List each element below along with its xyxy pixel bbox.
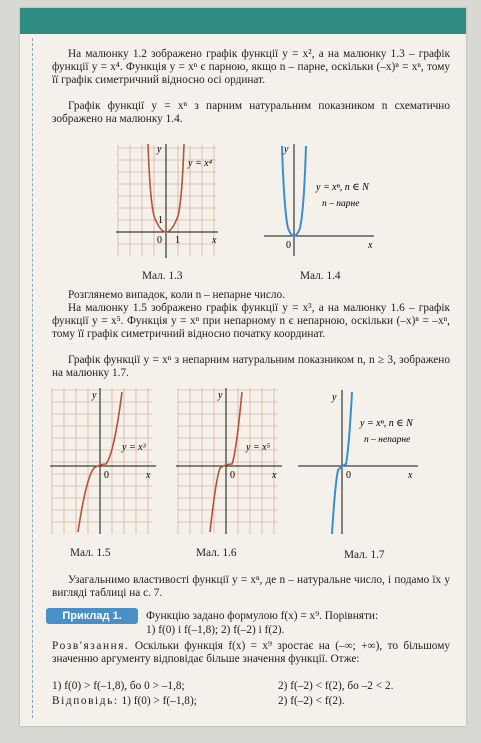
- tick-1-x: 1: [175, 235, 180, 246]
- curve-label: y = xⁿ, n ∈ N: [316, 182, 369, 193]
- curve-note: n – непарне: [364, 435, 411, 445]
- curve-label: y = x³: [122, 442, 146, 453]
- y-axis-label: y: [332, 392, 337, 403]
- example-answer: [52, 695, 292, 708]
- answer-part-2: 2) f(–2) < f(2).: [278, 695, 345, 707]
- example-task: Функцію задано формулою f(x) = x⁹. Порівняти:: [146, 610, 379, 622]
- y-axis-label: y: [218, 390, 223, 401]
- caption-1-7: Мал. 1.7: [344, 549, 385, 561]
- figure-1-7: [298, 386, 448, 536]
- textbook-page: [20, 8, 466, 726]
- y-axis-label: y: [92, 390, 97, 401]
- margin-rule: [32, 38, 33, 718]
- example-items: 1) f(0) і f(–1,8); 2) f(–2) і f(2).: [146, 624, 285, 636]
- paragraph-even-graph: Графік функції y = xⁿ з парним натуральним показником n схематично зображено на малюнку 1.4.: [52, 100, 450, 126]
- example-solution: [52, 640, 450, 666]
- x-axis-label: x: [272, 470, 277, 481]
- curve-note: n – парне: [322, 199, 360, 209]
- figure-1-6: [174, 386, 286, 536]
- caption-1-4: Мал. 1.4: [300, 270, 341, 282]
- caption-1-5: Мал. 1.5: [70, 547, 111, 559]
- tick-1-y: 1: [158, 215, 163, 226]
- answer-label: Відповідь:: [52, 695, 119, 707]
- example-badge: Приклад 1.: [46, 608, 138, 624]
- grid: [52, 388, 152, 534]
- solution-label: Розв'язання.: [52, 640, 130, 652]
- x-axis-label: x: [212, 235, 217, 246]
- origin-label: 0: [157, 235, 162, 246]
- y-axis-label: y: [157, 144, 162, 155]
- curve-label: y = x⁵: [246, 442, 271, 453]
- figure-1-5: [48, 386, 160, 536]
- grid: [178, 388, 278, 534]
- example-line-1: 1) f(0) > f(–1,8), бо 0 > –1,8;: [52, 680, 185, 692]
- x-axis-label: x: [408, 470, 413, 481]
- paragraph-summary: Узагальнимо властивості функції y = xⁿ, де n – натуральне число, і подамо їх у вигляді таблиці на с. 7.: [52, 574, 450, 600]
- origin-label: 0: [104, 470, 109, 481]
- figure-1-4: [264, 140, 404, 260]
- x-axis-label: x: [146, 470, 151, 481]
- caption-1-6: Мал. 1.6: [196, 547, 237, 559]
- paragraph-odd-case: Розглянемо випадок, коли n – непарне число.: [68, 289, 286, 301]
- example-line-2: 2) f(–2) < f(2), бо –2 < 2.: [278, 680, 394, 692]
- origin-label: 0: [346, 470, 351, 481]
- solution-text: Оскільки функція f(x) = x⁹ зростає на (–∞; +∞), то більшому значенню аргументу відповідає більше значення функції. Отже:: [52, 640, 450, 666]
- paragraph-odd-graphs: На малюнку 1.5 зображено графік функції y = x³, а на малюнку 1.6 – графік функції y = x⁵. Функція y = xⁿ при непарному n є непарною, оскільки (–x)ⁿ = –xⁿ, тому її графік симетричний відносно початку координат.: [52, 302, 450, 341]
- paragraph-odd-general: Графік функції y = xⁿ з непарним натуральним показником n, n ≥ 3, зображено на малюнку 1.7.: [52, 354, 450, 380]
- answer-part-1: 1) f(0) > f(–1,8);: [118, 695, 197, 707]
- origin-label: 0: [230, 470, 235, 481]
- curve-label: y = x⁴: [188, 158, 213, 169]
- paragraph-intro: На малюнку 1.2 зображено графік функції y = x², а на малюнку 1.3 – графік функції y = x⁴. Функція y = xⁿ є парною, якщо n – парне, оскільки (–x)ⁿ = xⁿ, тому її графік симетричний відносно осі ординат.: [52, 48, 450, 87]
- caption-1-3: Мал. 1.3: [142, 270, 183, 282]
- y-axis-label: y: [284, 144, 289, 155]
- origin-label: 0: [286, 240, 291, 251]
- curve-label: y = xⁿ, n ∈ N: [360, 418, 413, 429]
- header-band: [20, 8, 466, 34]
- x-axis-label: x: [368, 240, 373, 251]
- figure-1-3: [116, 140, 220, 260]
